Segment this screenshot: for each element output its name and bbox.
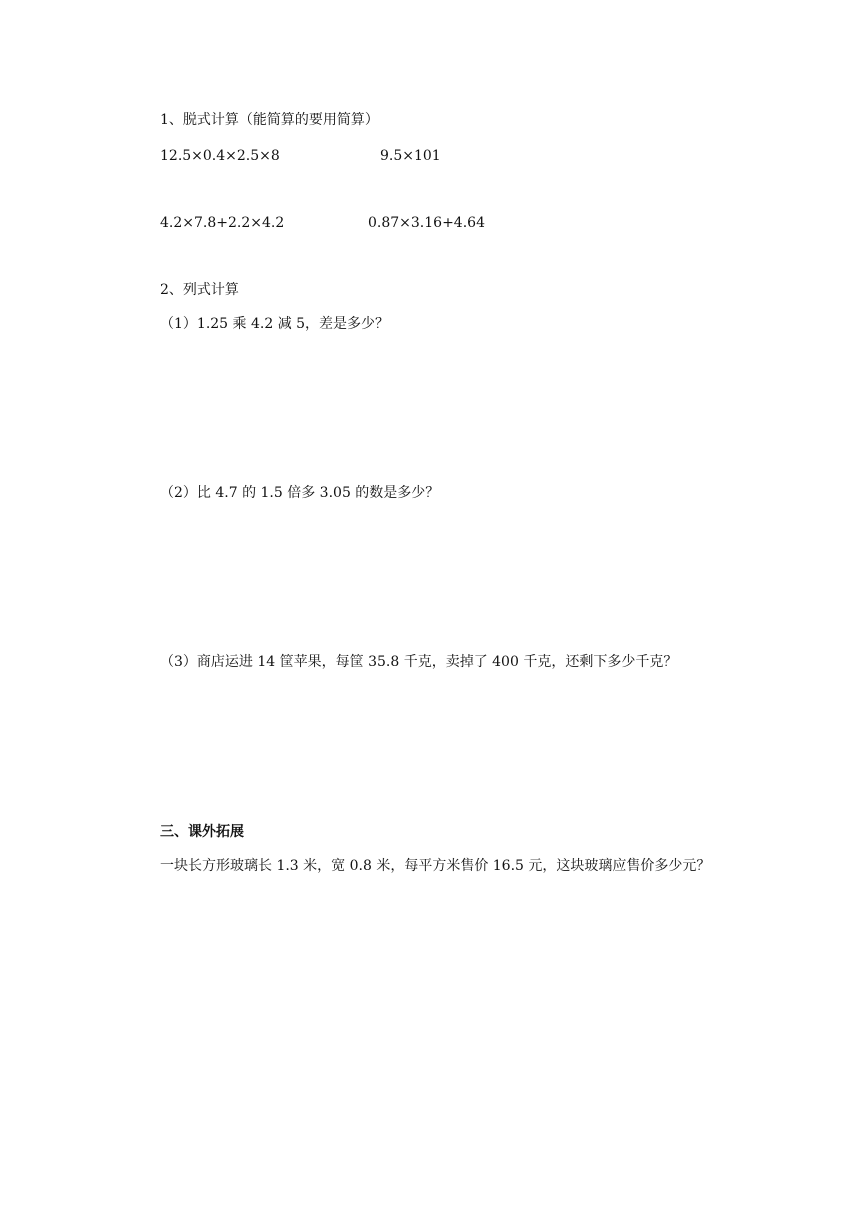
- section-1-heading: 1、脱式计算（能简算的要用简算）: [160, 112, 379, 128]
- section-3-heading: 三、课外拓展: [160, 824, 244, 840]
- calc-problem-4: 0.87×3.16+4.64: [368, 215, 485, 231]
- section-2-heading: 2、列式计算: [160, 282, 239, 298]
- word-problem-3: （3）商店运进 14 筐苹果，每筐 35.8 千克，卖掉了 400 千克，还剩下多少千克？: [160, 654, 678, 670]
- calc-problem-3: 4.2×7.8+2.2×4.2: [160, 215, 285, 231]
- word-problem-2: （2）比 4.7 的 1.5 倍多 3.05 的数是多少？: [160, 485, 440, 501]
- calc-problem-2: 9.5×101: [380, 148, 441, 164]
- calc-problem-1: 12.5×0.4×2.5×8: [160, 148, 280, 164]
- extension-problem: 一块长方形玻璃长 1.3 米，宽 0.8 米，每平方米售价 16.5 元，这块玻璃应售价多少元？: [160, 858, 711, 874]
- word-problem-1: （1）1.25 乘 4.2 减 5，差是多少？: [160, 316, 390, 332]
